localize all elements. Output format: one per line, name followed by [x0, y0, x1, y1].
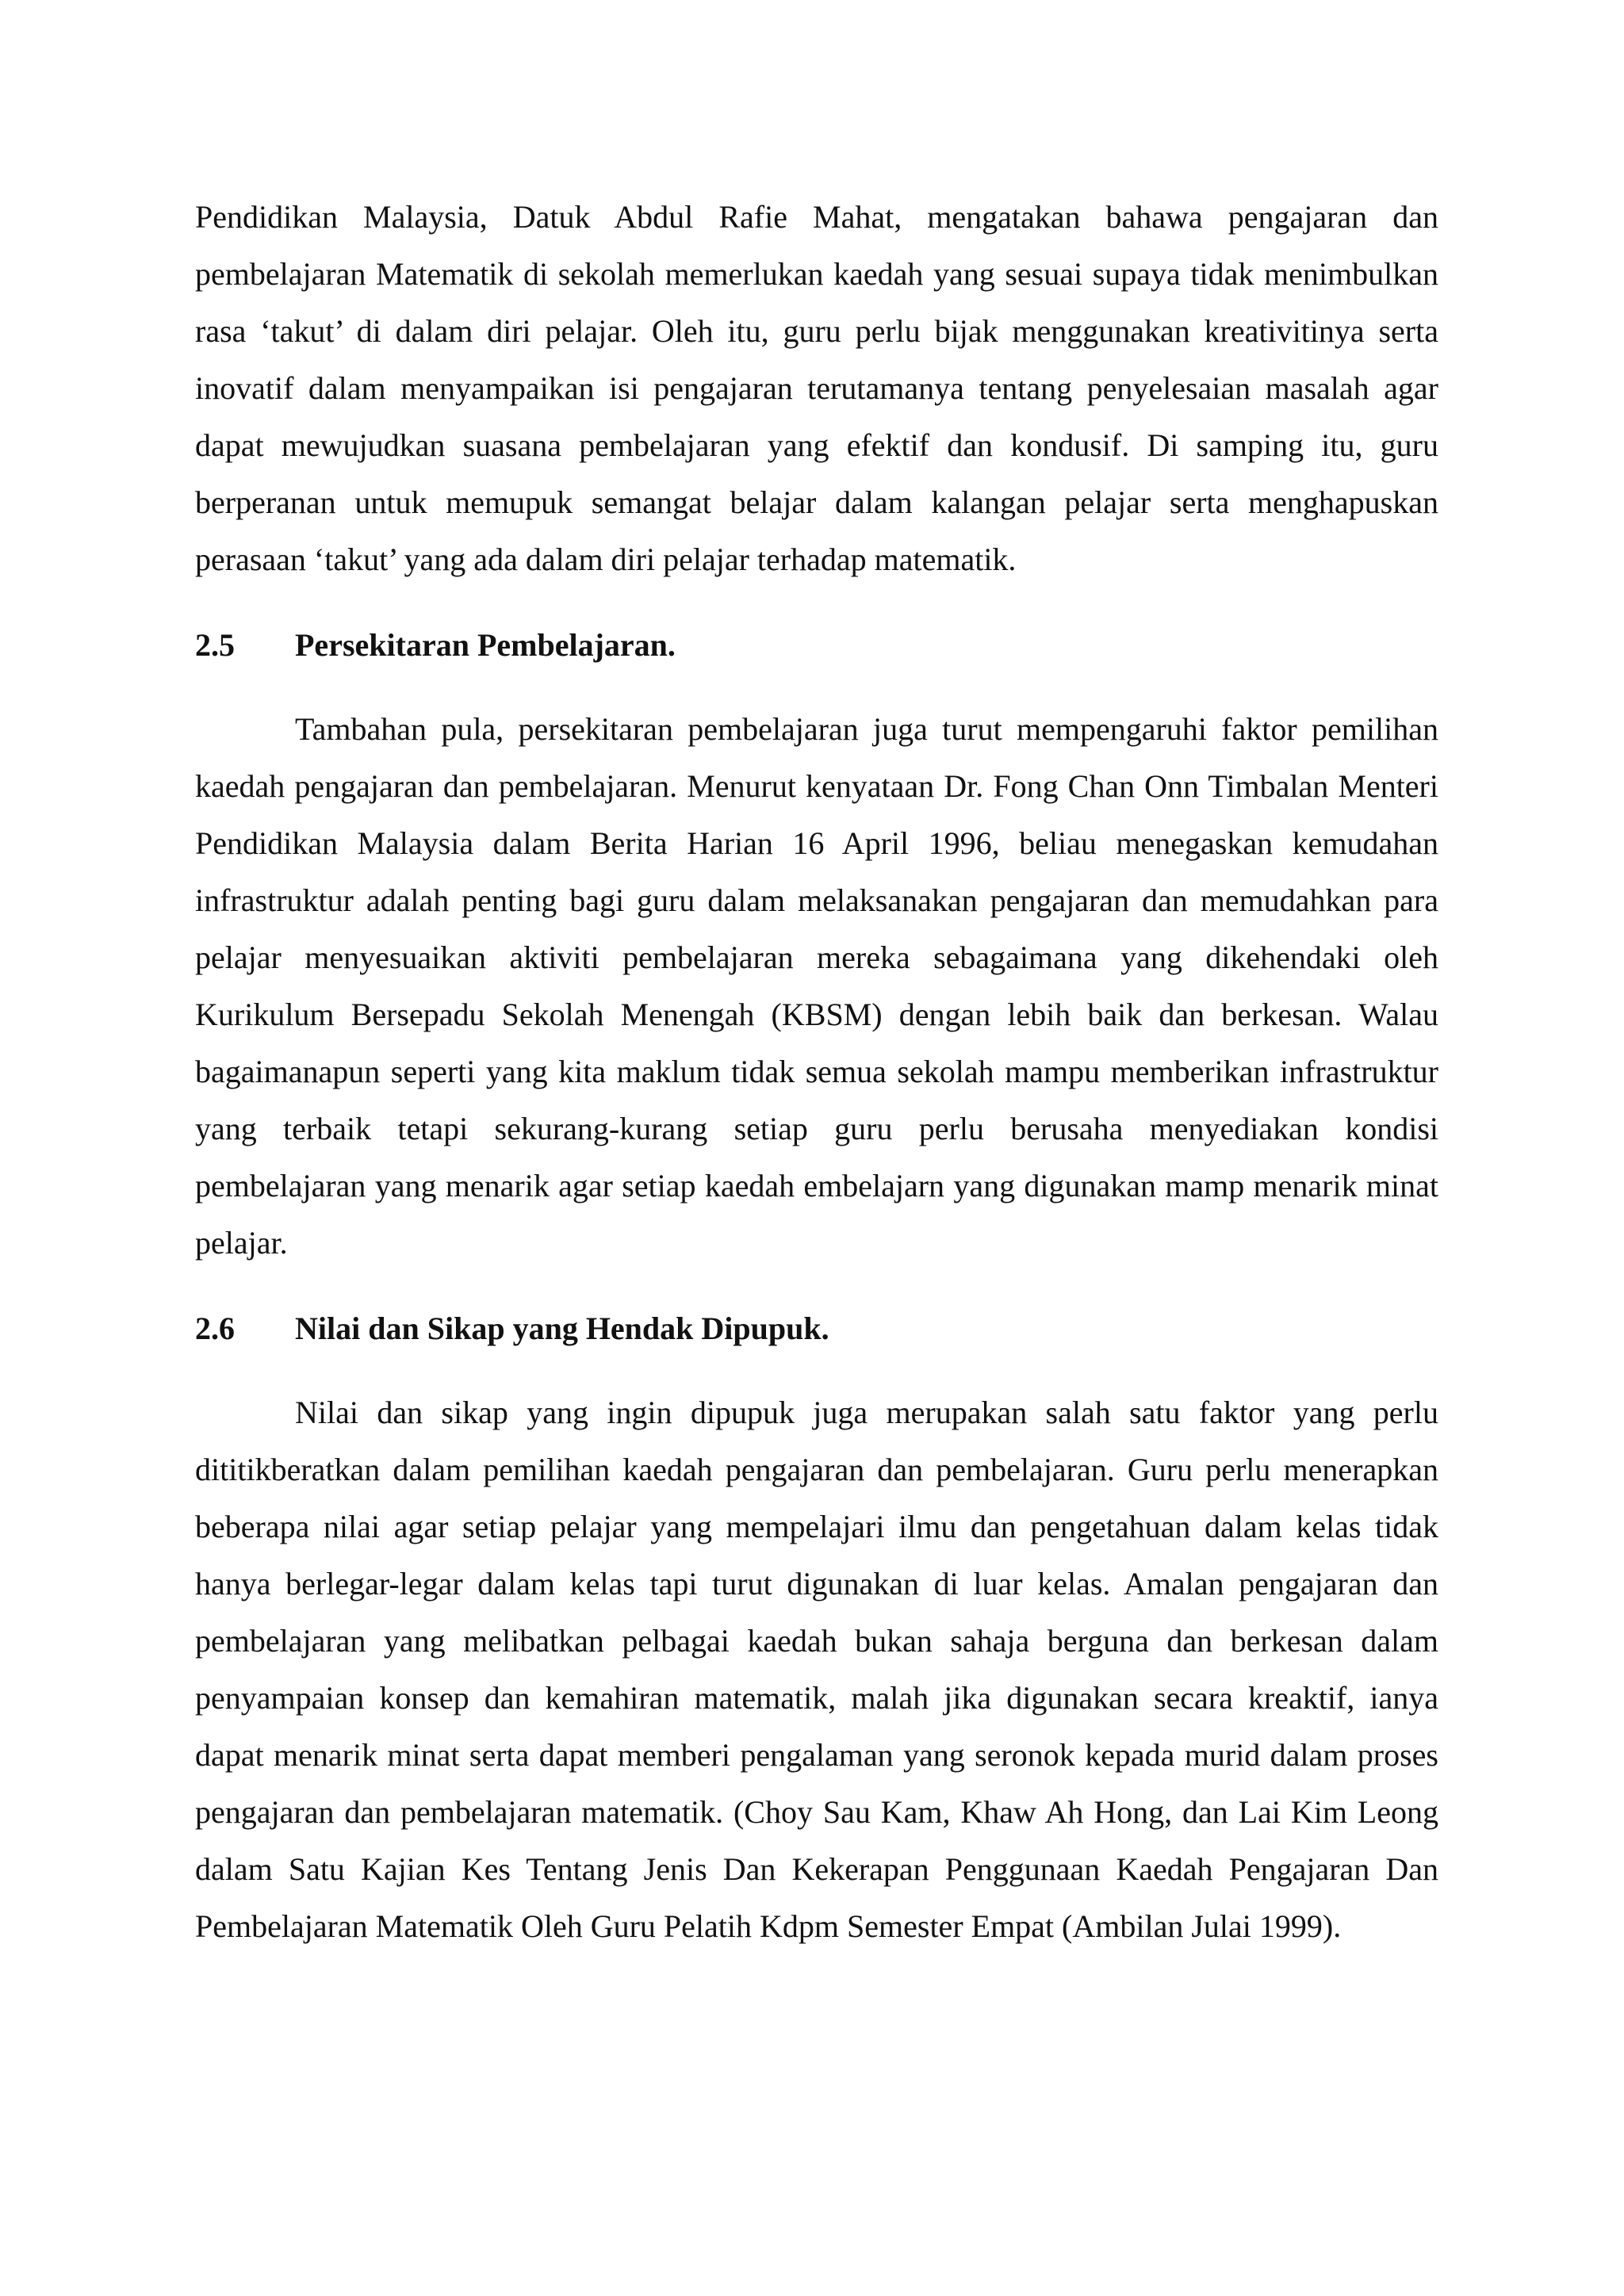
- section-2-5-paragraph: Tambahan pula, persekitaran pembelajaran juga turut mempengaruhi faktor pemilihan kaedah pengajaran dan pembelajaran. Menurut kenyataan Dr. Fong Chan Onn Timbalan Menteri Pendidikan Malaysia dalam Berita Harian 16 April 1996, beliau menegaskan kemudahan infrastruktur adalah penting bagi guru dalam melaksanakan pengajaran dan memudahkan para pelajar menyesuaikan aktiviti pembelajaran mereka sebagaimana yang dikehendaki oleh Kurikulum Bersepadu Sekolah Menengah (KBSM) dengan lebih baik dan berkesan. Walau bagaimanapun seperti yang kita maklum tidak semua sekolah mampu memberikan infrastruktur yang terbaik tetapi sekurang-kurang setiap guru perlu berusaha menyediakan kondisi pembelajaran yang menarik agar setiap kaedah embelajarn yang digunakan mamp menarik minat pelajar.: [195, 711, 1438, 1261]
- section-number: 2.5: [195, 627, 235, 663]
- section-title: Persekitaran Pembelajaran.: [295, 627, 676, 663]
- section-title: Nilai dan Sikap yang Hendak Dipupuk.: [295, 1311, 829, 1346]
- section-number: 2.6: [195, 1311, 235, 1346]
- section-2-6-paragraph: Nilai dan sikap yang ingin dipupuk juga merupakan salah satu faktor yang perlu dititikberatkan dalam pemilihan kaedah pengajaran dan pembelajaran. Guru perlu menerapkan beberapa nilai agar setiap pelajar yang mempelajari ilmu dan pengetahuan dalam kelas tidak hanya berlegar-legar dalam kelas tapi turut digunakan di luar kelas. Amalan pengajaran dan pembelajaran yang melibatkan pelbagai kaedah bukan sahaja berguna dan berkesan dalam penyampaian konsep dan kemahiran matematik, malah jika digunakan secara kreaktif, ianya dapat menarik minat serta dapat memberi pengalaman yang seronok kepada murid dalam proses pengajaran dan pembelajaran matematik. (Choy Sau Kam, Khaw Ah Hong, dan Lai Kim Leong dalam Satu Kajian Kes Tentang Jenis Dan Kekerapan Penggunaan Kaedah Pengajaran Dan Pembelajaran Matematik Oleh Guru Pelatih Kdpm Semester Empat (Ambilan Julai 1999).: [195, 1395, 1438, 1944]
- section-heading-2-5: [195, 617, 1438, 674]
- intro-paragraph: Pendidikan Malaysia, Datuk Abdul Rafie Mahat, mengatakan bahawa pengajaran dan pembelajaran Matematik di sekolah memerlukan kaedah yang sesuai supaya tidak menimbulkan rasa ‘takut’ di dalam diri pelajar. Oleh itu, guru perlu bijak menggunakan kreativitinya serta inovatif dalam menyampaikan isi pengajaran terutamanya tentang penyelesaian masalah agar dapat mewujudkan suasana pembelajaran yang efektif dan kondusif. Di samping itu, guru berperanan untuk memupuk semangat belajar dalam kalangan pelajar serta menghapuskan perasaan ‘takut’ yang ada dalam diri pelajar terhadap matematik.: [195, 199, 1438, 577]
- document-body: [195, 189, 1438, 1955]
- section-heading-2-6: [195, 1300, 1438, 1357]
